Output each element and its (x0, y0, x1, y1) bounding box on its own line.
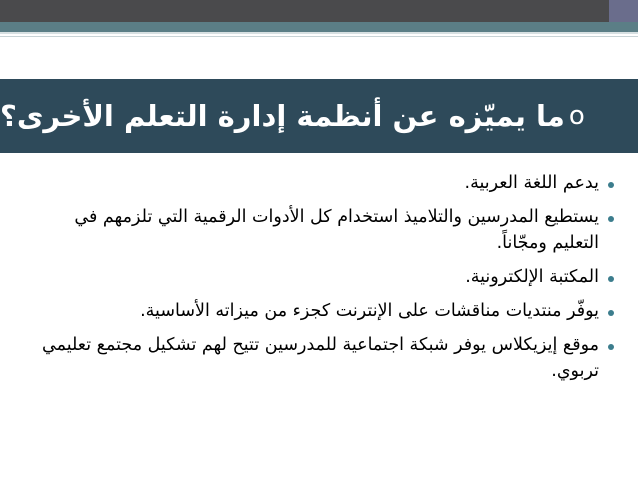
bullet-item (24, 170, 614, 196)
bullet-dot-icon (608, 344, 614, 350)
bullet-text: يستطيع المدرسين والتلاميذ استخدام كل الأدوات الرقمية التي تلزمهم في التعليم ومجّاناً. (74, 207, 599, 253)
bullet-text: المكتبة الإلكترونية. (465, 267, 599, 287)
bullet-item (24, 264, 614, 290)
bullet-dot-icon (608, 310, 614, 316)
top-accent-block (609, 0, 638, 22)
bullet-dot-icon (608, 182, 614, 188)
bullet-item (24, 204, 614, 256)
top-thin-line-2 (0, 36, 638, 37)
bullet-list (24, 170, 614, 392)
bullet-text: يوفّر منتديات مناقشات على الإنترنت كجزء من ميزاته الأساسية. (140, 301, 599, 321)
slide-title-bar (0, 79, 638, 153)
bullet-text: موقع إيزيكلاس يوفر شبكة اجتماعية للمدرسين تتيح لهم تشكيل مجتمع تعليمي تربوي. (42, 335, 599, 381)
bullet-item (24, 332, 614, 384)
top-decoration-band (0, 0, 638, 22)
top-decoration-stripe (0, 22, 638, 32)
slide-title: ما يميّزه عن أنظمة إدارة التعلم الأخرى؟ (0, 99, 565, 133)
bullet-text: يدعم اللغة العربية. (464, 173, 599, 193)
bullet-dot-icon (608, 276, 614, 282)
top-thin-line (0, 32, 638, 34)
bullet-dot-icon (608, 216, 614, 222)
bullet-item (24, 298, 614, 324)
title-marker: o (568, 101, 585, 131)
